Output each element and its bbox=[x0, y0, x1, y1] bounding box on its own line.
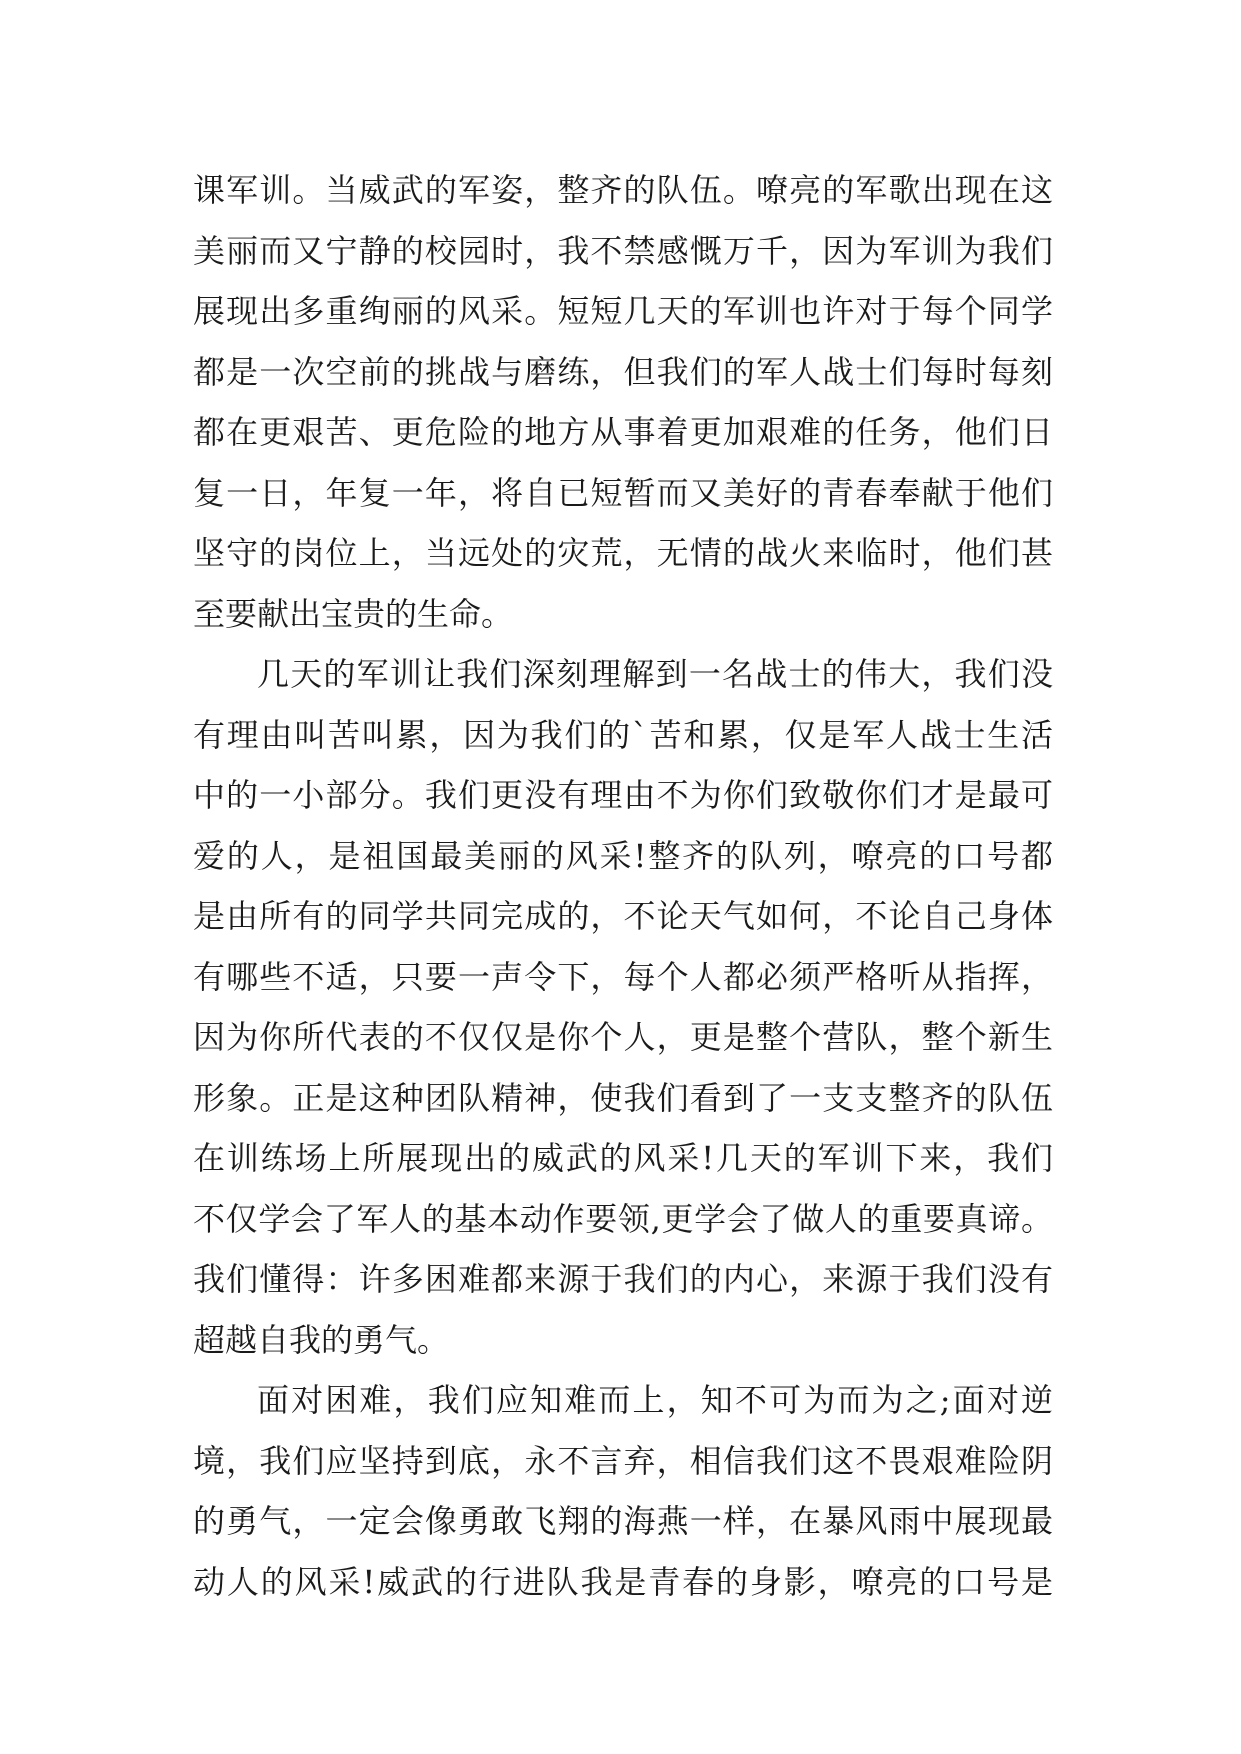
paragraph-1-line-1: 课军训。当威武的军姿，整齐的队伍。嘹亮的军歌出现在这 bbox=[193, 171, 1053, 209]
paragraph-3-line-3: 的勇气，一定会像勇敢飞翔的海燕一样，在暴风雨中展现最 bbox=[193, 1502, 1053, 1540]
paragraph-2-line-11: 我们懂得：许多困难都来源于我们的内心，来源于我们没有 bbox=[193, 1260, 1053, 1298]
paragraph-1-line-6: 复一日，年复一年，将自已短暂而又美好的青春奉献于他们 bbox=[193, 473, 1053, 512]
paragraph-2-line-12: 超越自我的勇气。 bbox=[193, 1320, 450, 1359]
paragraph-2-line-5: 是由所有的同学共同完成的，不论天气如何，不论自己身体 bbox=[193, 897, 1053, 935]
paragraph-2-line-10: 不仅学会了军人的基本动作要领,更学会了做人的重要真谛。 bbox=[193, 1199, 1053, 1238]
paragraph-2-line-3: 中的一小部分。我们更没有理由不为你们致敬你们才是最可 bbox=[193, 776, 1053, 814]
paragraph-2-line-2: 有理由叫苦叫累，因为我们的`苦和累，仅是军人战士生活 bbox=[193, 715, 1053, 754]
paragraph-1-line-2: 美丽而又宁静的校园时，我不禁感慨万千，因为军训为我们 bbox=[193, 231, 1053, 270]
paragraph-1-line-4: 都是一次空前的挑战与磨练，但我们的军人战士们每时每刻 bbox=[193, 352, 1053, 391]
paragraph-2-line-1: 几天的军训让我们深刻理解到一名战士的伟大，我们没 bbox=[257, 655, 1053, 693]
paragraph-1-line-7: 坚守的岗位上，当远处的灾荒，无情的战火来临时，他们甚 bbox=[193, 534, 1053, 572]
paragraph-2-line-7: 因为你所代表的不仅仅是你个人，更是整个营队，整个新生 bbox=[193, 1018, 1053, 1056]
paragraph-2-line-6: 有哪些不适，只要一声令下，每个人都必须严格听从指挥， bbox=[193, 957, 1053, 996]
paragraph-2-line-8: 形象。正是这种团队精神，使我们看到了一支支整齐的队伍 bbox=[193, 1078, 1053, 1117]
document-body bbox=[193, 160, 1053, 1612]
paragraph-2-line-9: 在训练场上所展现出的威武的风采!几天的军训下来，我们 bbox=[193, 1139, 1053, 1177]
paragraph-1-line-5: 都在更艰苦、更危险的地方从事着更加艰难的任务，他们日 bbox=[193, 413, 1053, 451]
paragraph-3-line-1: 面对困难，我们应知难而上，知不可为而为之;面对逆 bbox=[257, 1381, 1053, 1419]
paragraph-1-line-8: 至要献出宝贵的生命。 bbox=[193, 594, 514, 633]
paragraph-3-line-2: 境，我们应坚持到底，永不言弃，相信我们这不畏艰难险阴 bbox=[193, 1441, 1053, 1480]
paragraph-2-line-4: 爱的人，是祖国最美丽的风采!整齐的队列，嘹亮的口号都 bbox=[193, 836, 1053, 875]
paragraph-1-line-3: 展现出多重绚丽的风采。短短几天的军训也许对于每个同学 bbox=[193, 292, 1053, 330]
paragraph-3-line-4: 动人的风采!威武的行进队我是青春的身影，嘹亮的口号是 bbox=[193, 1562, 1053, 1601]
